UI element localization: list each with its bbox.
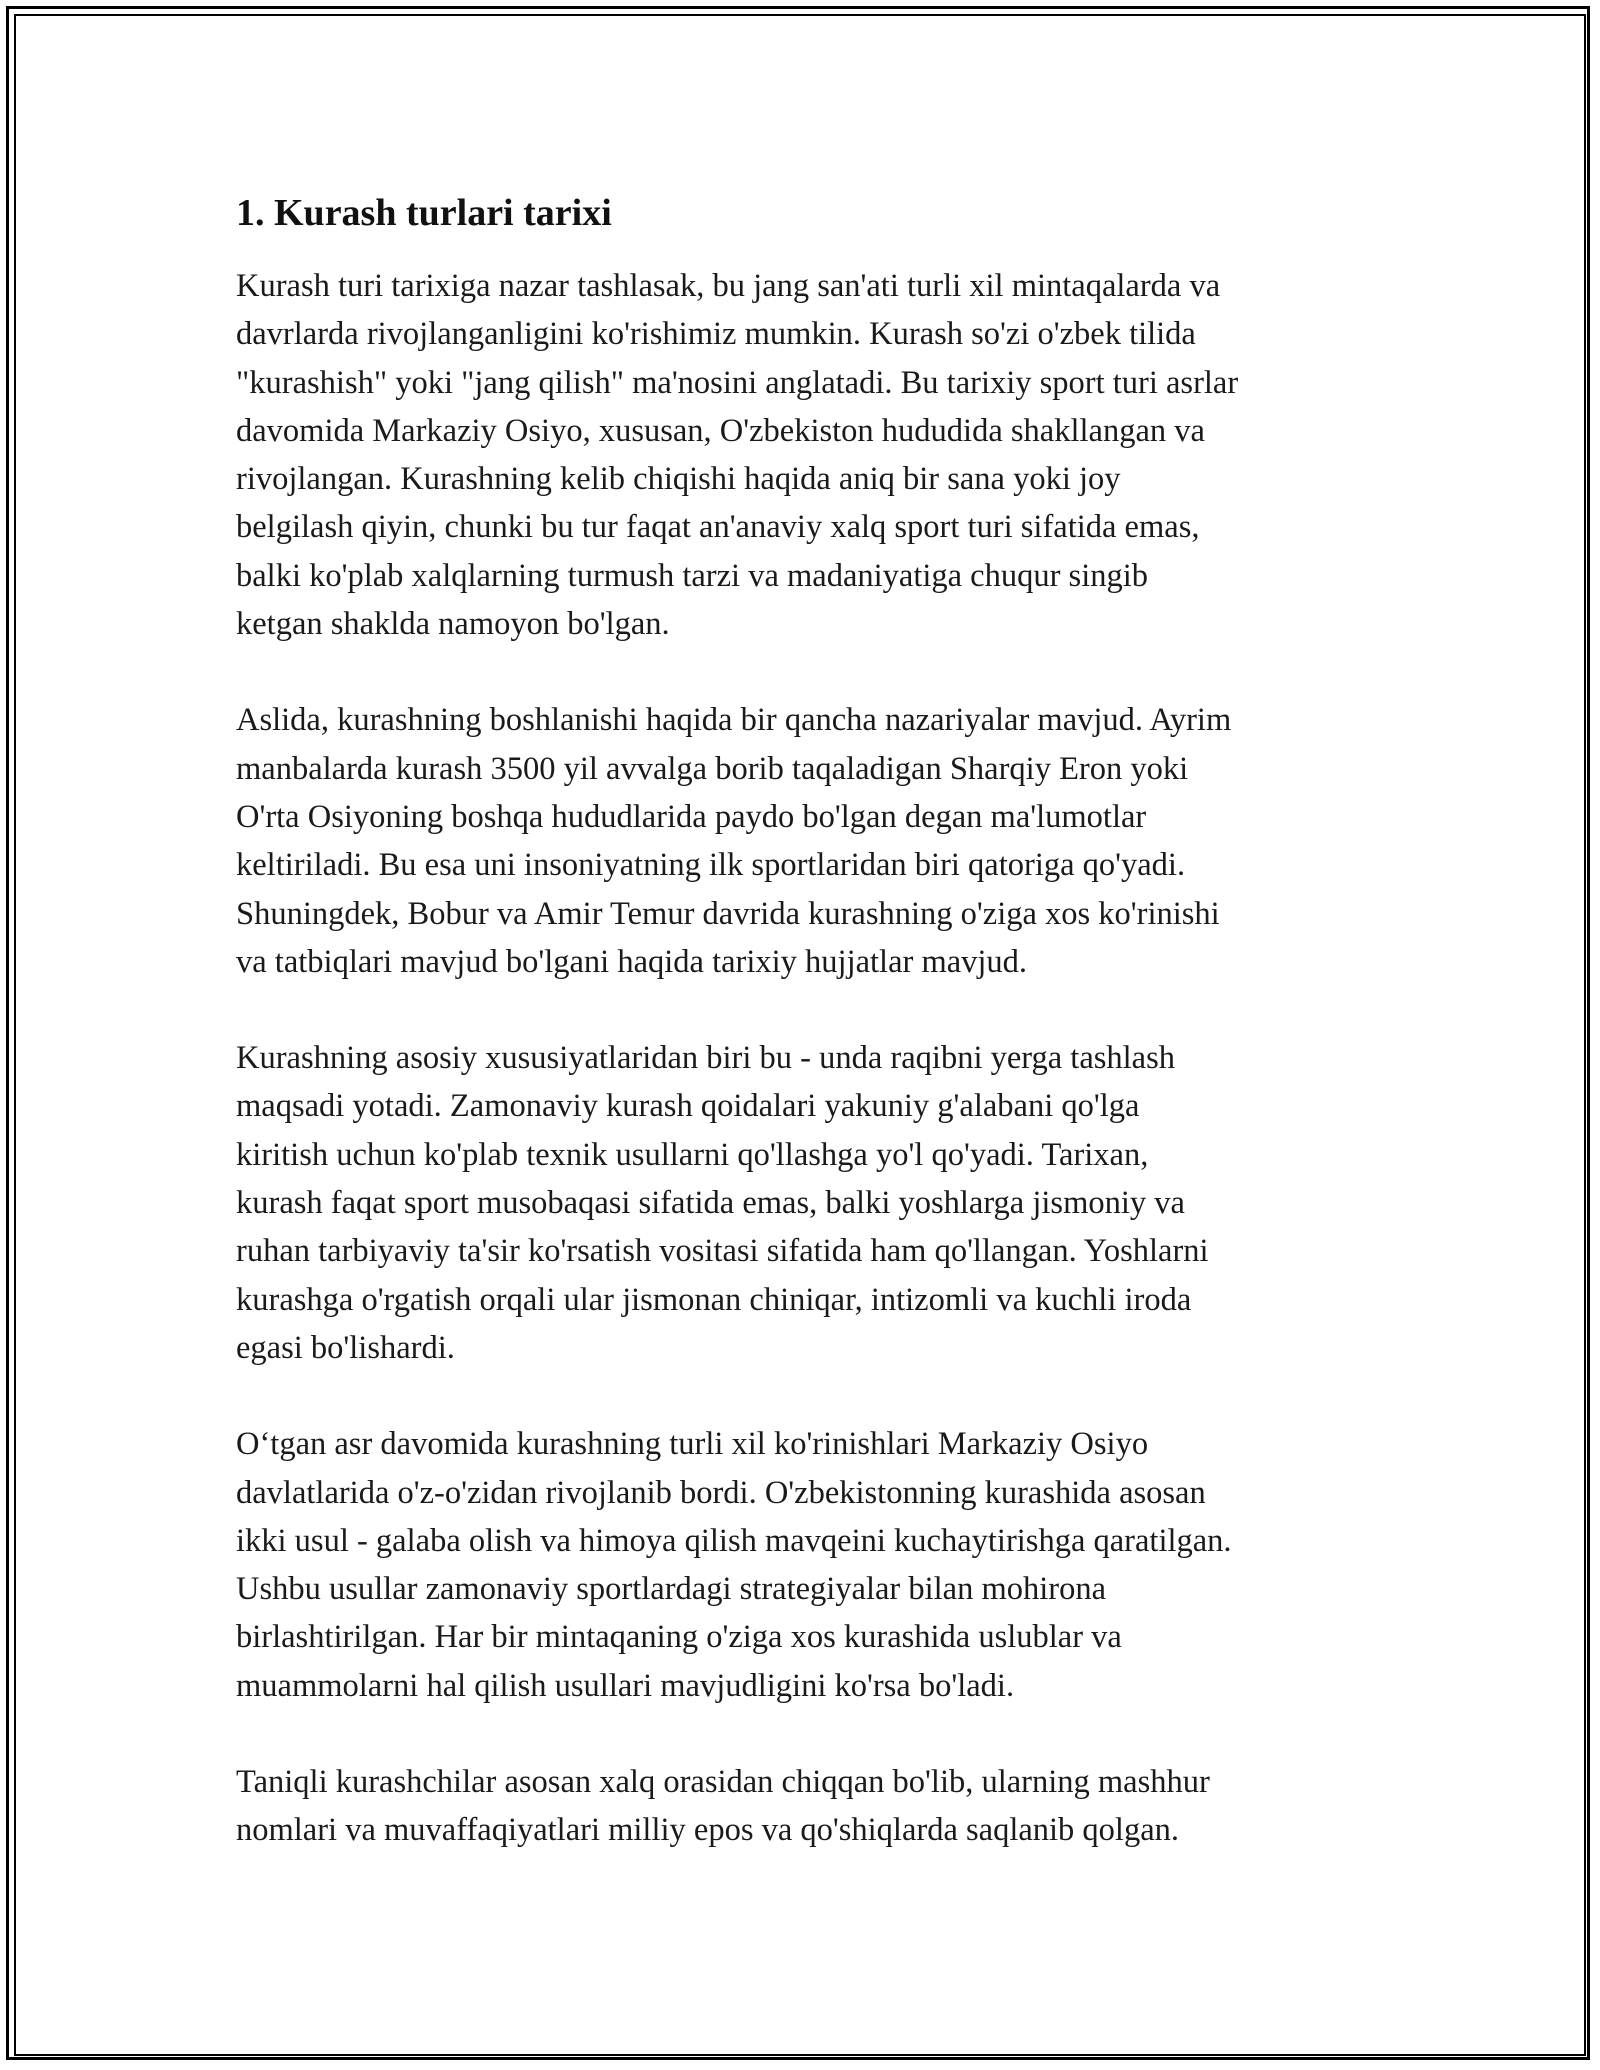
paragraph-4: O‘tgan asr davomida kurashning turli xil ko'rinishlari Markaziy Osiyo davlatlarida o'z-o'zidan rivojlanib bordi. O'zbekistonning kurashida asosan ikki usul - galaba olish va himoya qilish mavqeini kuchaytirishga qaratilgan. Ushbu usullar zamonaviy sportlardagi strategiyalar bilan mohirona birlashtirilgan. Har bir mintaqaning o'ziga xos kurashida uslublar va muammolarni hal qilish usullari mavjudligini ko'rsa bo'ladi. [236,1426,1232,1704]
paragraph-1: Kurash turi tarixiga nazar tashlasak, bu jang san'ati turli xil mintaqalarda va davrlarda rivojlanganligini ko'rishimiz mumkin. Kurash so'zi o'zbek tilida "kurashish" yoki "jang qilish" ma'nosini anglatadi. Bu tarixiy sport turi asrlar davomida Markaziy Osiyo, xususan, O'zbekiston hududida shakllangan va rivojlangan. Kurashning kelib chiqishi haqida aniq bir sana yoki joy belgilash qiyin, chunki bu tur faqat an'anaviy xalq sport turi sifatida emas, balki ko'plab xalqlarning turmush tarzi va madaniyatiga chuqur singib ketgan shaklda namoyon bo'lgan. [236,268,1239,643]
section-title: 1. Kurash turlari tarixi [236,192,612,234]
paragraph-5: Taniqli kurashchilar asosan xalq orasidan chiqqan bo'lib, ularning mashhur nomlari va muvaffaqiyatlari milliy epos va qo'shiqlarda saqlanib qolgan. [236,1764,1210,1849]
document-body [236,190,1366,1903]
paragraph-2: Aslida, kurashning boshlanishi haqida bir qancha nazariyalar mavjud. Ayrim manbalarda kurash 3500 yil avvalga borib taqaladigan Sharqiy Eron yoki O'rta Osiyoning boshqa hududlarida paydo bo'lgan degan ma'lumotlar keltiriladi. Bu esa uni insoniyatning ilk sportlaridan biri qatoriga qo'yadi. Shuningdek, Bobur va Amir Temur davrida kurashning o'ziga xos ko'rinishi va tatbiqlari mavjud bo'lgani haqida tarixiy hujjatlar mavjud. [236,702,1232,980]
paragraph-3: Kurashning asosiy xususiyatlaridan biri bu - unda raqibni yerga tashlash maqsadi yotadi. Zamonaviy kurash qoidalari yakuniy g'alabani qo'lga kiritish uchun ko'plab texnik usullarni qo'llashga yo'l qo'yadi. Tarixan, kurash faqat sport musobaqasi sifatida emas, balki yoshlarga jismoniy va ruhan tarbiyaviy ta'sir ko'rsatish vositasi sifatida ham qo'llangan. Yoshlarni kurashga o'rgatish orqali ular jismonan chiniqar, intizomli va kuchli iroda egasi bo'lishardi. [236,1040,1209,1366]
